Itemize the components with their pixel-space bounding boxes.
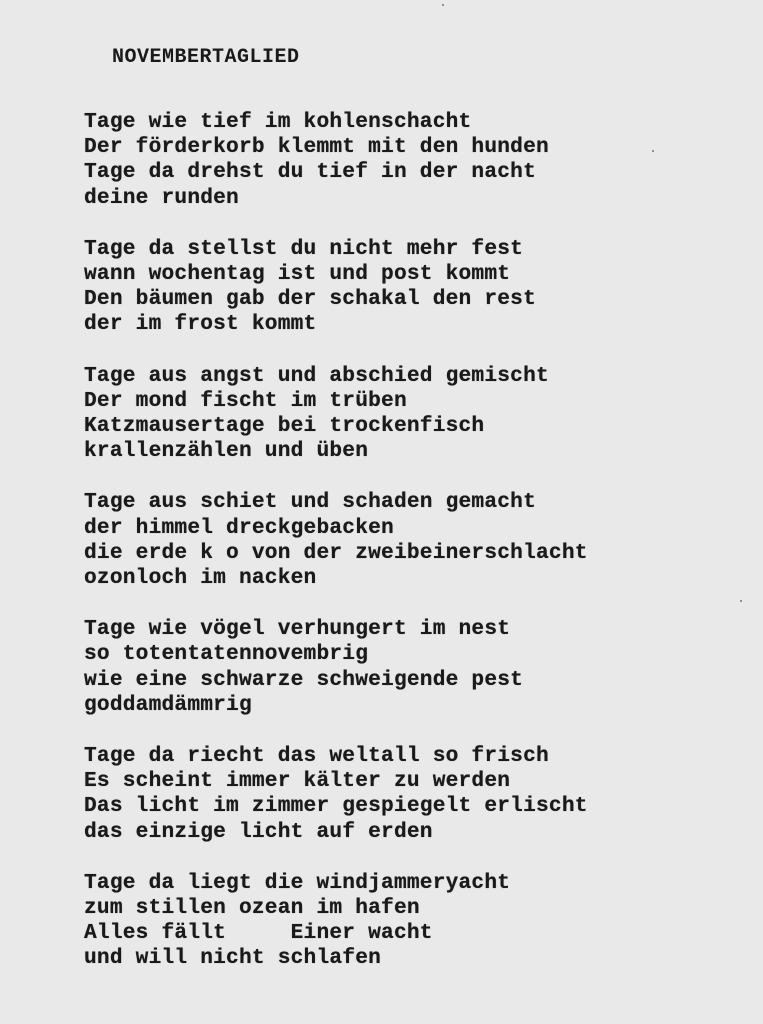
poem-line: Es scheint immer kälter zu werden	[84, 769, 511, 794]
poem-line: wie eine schwarze schweigende pest	[84, 667, 524, 692]
poem-line: Tage da liegt die windjammeryacht	[84, 870, 511, 895]
poem-line: Tage aus schiet und schaden gemacht	[84, 490, 537, 515]
paper-speck	[652, 150, 654, 152]
poem-line: Den bäumen gab der schakal den rest	[84, 287, 537, 312]
poem-line: der im frost kommt	[84, 312, 317, 337]
poem-line: deine runden	[84, 185, 239, 210]
paper-speck	[740, 600, 742, 602]
poem-line: wann wochentag ist und post kommt	[84, 262, 511, 287]
poem-line: Tage da drehst du tief in der nacht	[84, 160, 537, 185]
poem-line: krallenzählen und üben	[84, 439, 369, 464]
stanza-7	[84, 871, 724, 972]
poem-line: Tage da stellst du nicht mehr fest	[84, 236, 524, 261]
poem-line: und will nicht schlafen	[84, 946, 382, 971]
poem-line: Alles fällt Einer wacht	[84, 921, 433, 946]
poem-line: goddamdämmrig	[84, 692, 252, 717]
stanza-4	[84, 490, 724, 591]
poem-line: Tage aus angst und abschied gemischt	[84, 363, 549, 388]
stanza-3	[84, 364, 724, 465]
poem-line: der himmel dreckgebacken	[84, 515, 394, 540]
poem-body	[84, 110, 724, 998]
poem-line: zum stillen ozean im hafen	[84, 896, 420, 921]
poem-line: ozonloch im nacken	[84, 566, 317, 591]
stanza-6	[84, 744, 724, 845]
poem-line: die erde k o von der zweibeinerschlacht	[84, 540, 588, 565]
poem-line: so totentatennovembrig	[84, 642, 369, 667]
paper-speck	[442, 4, 444, 6]
poem-line: Tage da riecht das weltall so frisch	[84, 744, 549, 769]
poem-line: Tage wie tief im kohlenschacht	[84, 110, 472, 134]
poem-line: das einzige licht auf erden	[84, 819, 433, 844]
stanza-1	[84, 110, 724, 211]
poem-line: Tage wie vögel verhungert im nest	[84, 617, 511, 642]
poem-line: Das licht im zimmer gespiegelt erlischt	[84, 794, 588, 819]
poem-line: Der mond fischt im trüben	[84, 388, 407, 413]
poem-title: NOVEMBERTAGLIED	[112, 46, 300, 69]
stanza-2	[84, 237, 724, 338]
stanza-5	[84, 617, 724, 718]
poem-line: Katzmausertage bei trockenfisch	[84, 414, 485, 439]
poem-line: Der förderkorb klemmt mit den hunden	[84, 135, 549, 160]
